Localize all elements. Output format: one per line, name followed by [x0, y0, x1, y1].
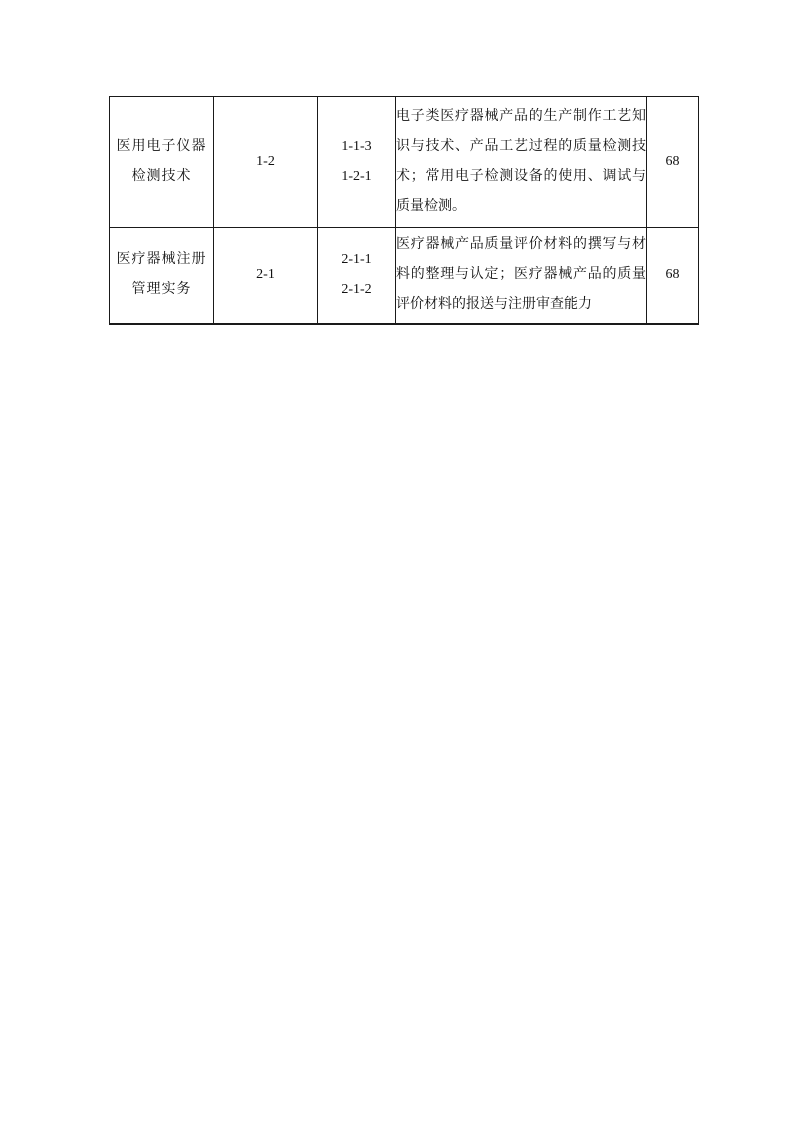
course-name-cell [110, 228, 214, 324]
course-description-cell: 医疗器械产品质量评价材料的撰写与材料的整理与认定；医疗器械产品的质量评价材料的报送与注册审查能力 [396, 228, 647, 324]
sub-code-line: 2-1-2 [341, 282, 372, 298]
course-name-cell [110, 97, 214, 228]
table-row [110, 97, 699, 228]
hours-cell: 68 [647, 97, 699, 228]
table-row [110, 228, 699, 324]
sub-code-line: 1-2-1 [341, 169, 372, 184]
sub-code-cell [318, 97, 396, 228]
hours-cell: 68 [647, 228, 699, 324]
course-name-line: 检测技术 [131, 169, 192, 184]
module-code-cell: 1-2 [214, 97, 318, 228]
sub-code-line: 1-1-3 [341, 139, 372, 154]
sub-code-cell [318, 228, 396, 324]
course-name-line: 管理实务 [131, 282, 192, 298]
course-description-cell: 电子类医疗器械产品的生产制作工艺知识与技术、产品工艺过程的质量检测技术；常用电子检测设备的使用、调试与质量检测。 [396, 97, 647, 228]
course-name-line: 医用电子仪器 [116, 139, 207, 154]
course-plan-table [109, 96, 699, 325]
sub-code-line: 2-1-1 [341, 252, 372, 268]
course-name-line: 医疗器械注册 [116, 252, 207, 268]
module-code-cell: 2-1 [214, 228, 318, 324]
